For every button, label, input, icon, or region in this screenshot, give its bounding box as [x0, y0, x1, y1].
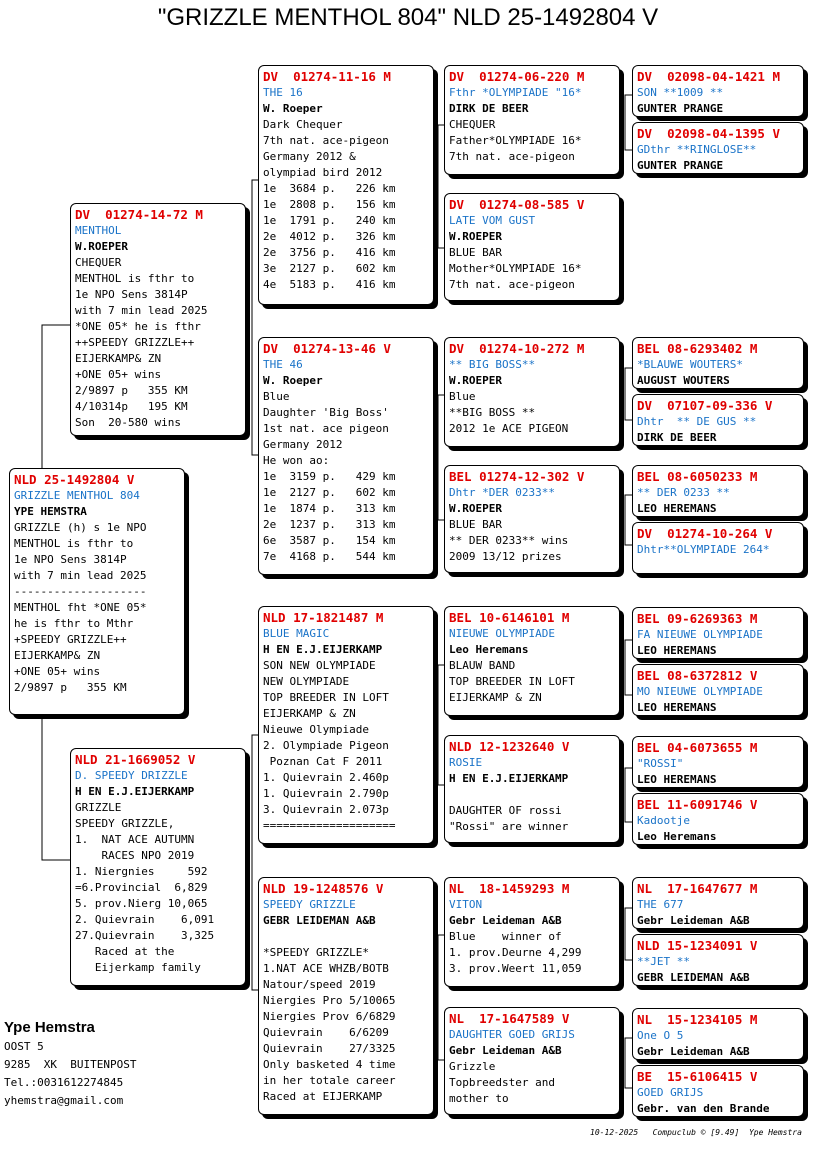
ring-number: NL 15-1234105 M [637, 1012, 758, 1027]
ring-number: DV 01274-10-272 M [449, 341, 585, 356]
page-title: "GRIZZLE MENTHOL 804" NLD 25-1492804 V [157, 4, 659, 31]
ring-number: BEL 08-6372812 V [637, 668, 758, 683]
pedigree-card-gggp-15[interactable] [632, 1008, 804, 1060]
ring-number: BEL 09-6269363 M [637, 611, 758, 626]
info-line: He won ao: [263, 454, 330, 467]
info-line: 1. prov.Deurne 4,299 [449, 946, 582, 959]
ring-number: NLD 19-1248576 V [263, 881, 384, 896]
owner-name: Gebr Leideman A&B [449, 914, 562, 927]
ring-number: NLD 25-1492804 V [14, 472, 135, 487]
pigeon-name: Dhtr ** DE GUS ** [637, 415, 757, 428]
pigeon-name: "ROSSI" [637, 757, 684, 770]
info-line: 2009 13/12 prizes [449, 550, 562, 563]
pedigree-card-gggp-11[interactable] [632, 736, 804, 788]
info-line: 2. Olympiade Pigeon [263, 739, 389, 752]
pedigree-card-gggp-2[interactable] [632, 122, 804, 174]
info-line: CHEQUER [75, 256, 122, 269]
pedigree-card-ggp-1[interactable] [444, 65, 620, 175]
info-line: 1st nat. ace pigeon [263, 422, 389, 435]
ring-number: BEL 08-6293402 M [637, 341, 758, 356]
info-line: TOP BREEDER IN LOFT [263, 691, 389, 704]
pedigree-card-gggp-14[interactable] [632, 934, 804, 986]
info-line: mother to [449, 1092, 509, 1105]
info-line: Poznan Cat F 2011 [263, 755, 383, 768]
info-line: 6e 3587 p. 154 km [263, 534, 396, 547]
info-line: Germany 2012 & [263, 150, 356, 163]
info-line: 1e 2808 p. 156 km [263, 198, 396, 211]
info-line: 7th nat. ace-pigeon [449, 150, 575, 163]
pedigree-card-ggp-7[interactable] [444, 877, 620, 987]
info-line: *SPEEDY GRIZZLE* [263, 946, 369, 959]
info-line: 1.NAT ACE WHZB/BOTB [263, 962, 389, 975]
info-line: 2. Quievrain 6,091 [75, 913, 215, 926]
pigeon-name: GOED GRIJS [637, 1086, 704, 1099]
pedigree-card-dam-sire[interactable] [258, 606, 434, 844]
pedigree-card-ggp-3[interactable] [444, 337, 620, 447]
owner-name: Gebr Leideman A&B [449, 1044, 562, 1057]
pedigree-card-sire-dam[interactable] [258, 337, 434, 575]
info-line: EIJERKAMP & ZN [263, 707, 356, 720]
info-line: 1e 3684 p. 226 km [263, 182, 396, 195]
pigeon-name: VITON [449, 898, 483, 911]
info-line: **BIG BOSS ** [449, 406, 536, 419]
pigeon-name: BLUE MAGIC [263, 627, 330, 640]
ring-number: NLD 12-1232640 V [449, 739, 570, 754]
info-line: 1. Niergnies 592 [75, 865, 208, 878]
owner-name: LEO HEREMANS [637, 502, 717, 515]
owner-name: Leo Heremans [637, 830, 717, 843]
ring-number: BEL 11-6091746 V [637, 797, 758, 812]
info-line: ** DER 0233** wins [449, 534, 569, 547]
owner-name: Gebr Leideman A&B [637, 914, 750, 927]
info-line: in her totale career [263, 1074, 396, 1087]
pigeon-name: Fthr *OLYMPIADE "16* [449, 86, 582, 99]
info-line: 4/10314p 195 KM [75, 400, 188, 413]
info-line: Blue winner of [449, 930, 562, 943]
pigeon-name: FA NIEUWE OLYMPIADE [637, 628, 763, 641]
info-line: Son 20-580 wins [75, 416, 181, 429]
ring-number: DV 07107-09-336 V [637, 398, 773, 413]
pedigree-card-gggp-12[interactable] [632, 793, 804, 845]
ring-number: DV 02098-04-1395 V [637, 126, 780, 141]
ring-number: NL 18-1459293 M [449, 881, 570, 896]
info-line: +SPEEDY GRIZZLE++ [14, 633, 127, 646]
owner-name: LEO HEREMANS [637, 644, 717, 657]
owner-name: W.ROEPER [449, 374, 502, 387]
info-line: 1e NPO Sens 3814P [75, 288, 188, 301]
info-line: Germany 2012 [263, 438, 343, 451]
owner-name: AUGUST WOUTERS [637, 374, 730, 387]
pedigree-card-gggp-10[interactable] [632, 664, 804, 716]
pedigree-card-gggp-16[interactable] [632, 1065, 804, 1117]
info-line: 2012 1e ACE PIGEON [449, 422, 569, 435]
ring-number: BEL 08-6050233 M [637, 469, 758, 484]
info-line: EIJERKAMP& ZN [75, 352, 162, 365]
info-line: Nieuwe Olympiade [263, 723, 369, 736]
info-line: BLUE BAR [449, 518, 502, 531]
info-line: 1e 1874 p. 313 km [263, 502, 396, 515]
info-line: 1e 1791 p. 240 km [263, 214, 396, 227]
owner-name: H EN E.J.EIJERKAMP [263, 643, 383, 656]
info-line: *ONE 05* he is fthr [75, 320, 201, 333]
pigeon-name: ** DER 0233 ** [637, 486, 730, 499]
owner-name: Leo Heremans [449, 643, 529, 656]
pigeon-name: SON **1009 ** [637, 86, 724, 99]
pedigree-card-sire-sire[interactable] [258, 65, 434, 305]
info-line: Dark Chequer [263, 118, 343, 131]
pigeon-name: *BLAUWE WOUTERS* [637, 358, 743, 371]
pedigree-card-ggp-5[interactable] [444, 606, 620, 716]
ring-number: DV 01274-11-16 M [263, 69, 391, 84]
info-line: 1. Quievrain 2.790p [263, 787, 389, 800]
pedigree-card-sire[interactable] [70, 203, 246, 436]
info-line: Only basketed 4 time [263, 1058, 396, 1071]
pedigree-card-ggp-6[interactable] [444, 735, 620, 843]
info-line: 7th nat. ace-pigeon [263, 134, 389, 147]
pigeon-name: MENTHOL [75, 224, 122, 237]
pigeon-name: THE 16 [263, 86, 303, 99]
info-line: 3e 2127 p. 602 km [263, 262, 396, 275]
info-line: +ONE 05+ wins [14, 665, 101, 678]
ring-number: DV 01274-14-72 M [75, 207, 203, 222]
info-line: NEW OLYMPIADE [263, 675, 350, 688]
ring-number: NL 17-1647677 M [637, 881, 758, 896]
ring-number: BEL 10-6146101 M [449, 610, 570, 625]
pedigree-card-gggp-1[interactable] [632, 65, 804, 117]
info-line: Blue [449, 390, 476, 403]
info-line: 1. Quievrain 2.460p [263, 771, 389, 784]
info-line: Grizzle [449, 1060, 496, 1073]
pigeon-name: THE 46 [263, 358, 303, 371]
owner-name: GEBR LEIDEMAN A&B [637, 971, 750, 984]
info-line: with 7 min lead 2025 [14, 569, 147, 582]
pedigree-card-gggp-8[interactable] [632, 522, 804, 574]
info-line: Quievrain 6/6209 [263, 1026, 389, 1039]
breeder-postcode-line: 9285 XK BUITENPOST [4, 1058, 137, 1071]
info-line: MENTHOL is fthr to [14, 537, 134, 550]
info-line: MENTHOL is fthr to [75, 272, 195, 285]
info-line: 2/9897 p 355 KM [14, 681, 127, 694]
pigeon-name: Kadootje [637, 814, 690, 827]
info-line [263, 929, 429, 945]
pedigree-card-gggp-6[interactable] [632, 394, 804, 446]
ring-number: NL 17-1647589 V [449, 1011, 570, 1026]
pigeon-name: D. SPEEDY DRIZZLE [75, 769, 188, 782]
owner-name: GUNTER PRANGE [637, 159, 724, 172]
pigeon-name: Dhtr**OLYMPIADE 264* [637, 543, 770, 556]
info-line: SPEEDY GRIZZLE, [75, 817, 175, 830]
info-line: DAUGHTER OF rossi [449, 804, 562, 817]
ring-number: BEL 04-6073655 M [637, 740, 758, 755]
pigeon-name: ROSIE [449, 756, 483, 769]
owner-name: DIRK DE BEER [449, 102, 529, 115]
info-line: Eijerkamp family [75, 961, 201, 974]
breeder-phone: Tel.:0031612274845 [4, 1076, 124, 1089]
ring-number: NLD 21-1669052 V [75, 752, 196, 767]
pigeon-name: MO NIEUWE OLYMPIADE [637, 685, 763, 698]
info-line: BLUE BAR [449, 246, 502, 259]
info-line: -------------------- [14, 585, 147, 598]
pigeon-name: LATE VOM GUST [449, 214, 536, 227]
info-line: Niergies Prov 6/6829 [263, 1010, 396, 1023]
info-line: "Rossi" are winner [449, 820, 569, 833]
breeder-name: Ype Hemstra [4, 1019, 95, 1036]
pedigree-card-dam-dam[interactable] [258, 877, 434, 1115]
breeder-email[interactable]: yhemstra@gmail.com [4, 1094, 124, 1107]
info-line: 5. prov.Nierg 10,065 [75, 897, 208, 910]
info-line: 3. Quievrain 2.073p [263, 803, 389, 816]
info-line: 1e 2127 p. 602 km [263, 486, 396, 499]
info-line: Blue [263, 390, 290, 403]
owner-name: LEO HEREMANS [637, 773, 717, 786]
owner-name: H EN E.J.EIJERKAMP [449, 772, 569, 785]
ring-number: BEL 01274-12-302 V [449, 469, 585, 484]
pedigree-card-dam[interactable] [70, 748, 246, 986]
info-line: =6.Provincial 6,829 [75, 881, 208, 894]
owner-name: W.ROEPER [75, 240, 128, 253]
info-line: Raced at EIJERKAMP [263, 1090, 383, 1103]
ring-number: DV 02098-04-1421 M [637, 69, 780, 84]
info-line: GRIZZLE [75, 801, 122, 814]
pedigree-card-gggp-7[interactable] [632, 465, 804, 517]
owner-name: H EN E.J.EIJERKAMP [75, 785, 195, 798]
info-line [449, 787, 615, 803]
pigeon-name: DAUGHTER GOED GRIJS [449, 1028, 575, 1041]
info-line: TOP BREEDER IN LOFT [449, 675, 575, 688]
info-line: 2e 4012 p. 326 km [263, 230, 396, 243]
pedigree-card-gggp-13[interactable] [632, 877, 804, 929]
ring-number: BE 15-6106415 V [637, 1069, 758, 1084]
footer-credit: 10-12-2025 Compuclub © [9.49] Ype Hemstra [590, 1128, 802, 1137]
pigeon-name: NIEUWE OLYMPIADE [449, 627, 555, 640]
ring-number: DV 01274-10-264 V [637, 526, 773, 541]
owner-name: Gebr. van den Brande [637, 1102, 770, 1115]
ring-number: NLD 15-1234091 V [637, 938, 758, 953]
info-line: 1e 3159 p. 429 km [263, 470, 396, 483]
pigeon-name: **JET ** [637, 955, 690, 968]
pigeon-name: ** BIG BOSS** [449, 358, 536, 371]
info-line: ++SPEEDY GRIZZLE++ [75, 336, 195, 349]
pedigree-card-ggp-4[interactable] [444, 465, 620, 573]
info-line: EIJERKAMP& ZN [14, 649, 101, 662]
info-line: Quievrain 27/3325 [263, 1042, 396, 1055]
info-line: Niergies Pro 5/10065 [263, 994, 396, 1007]
pigeon-name: SPEEDY GRIZZLE [263, 898, 356, 911]
owner-name: YPE HEMSTRA [14, 505, 87, 518]
info-line: RACES NPO 2019 [75, 849, 195, 862]
info-line: 2e 1237 p. 313 km [263, 518, 396, 531]
pedigree-card-ggp-8[interactable] [444, 1007, 620, 1115]
info-line: Mother*OLYMPIADE 16* [449, 262, 582, 275]
owner-name: W. Roeper [263, 102, 323, 115]
ring-number: DV 01274-06-220 M [449, 69, 585, 84]
info-line: he is fthr to Mthr [14, 617, 134, 630]
info-line: GRIZZLE (h) s 1e NPO [14, 521, 147, 534]
pedigree-card-subject[interactable] [9, 468, 185, 715]
breeder-address-line: OOST 5 [4, 1040, 44, 1053]
info-line: 7e 4168 p. 544 km [263, 550, 396, 563]
info-line: Natour/speed 2019 [263, 978, 376, 991]
ring-number: NLD 17-1821487 M [263, 610, 384, 625]
info-line: EIJERKAMP & ZN [449, 691, 542, 704]
info-line: 4e 5183 p. 416 km [263, 278, 396, 291]
owner-name: W. Roeper [263, 374, 323, 387]
info-line: Topbreedster and [449, 1076, 555, 1089]
owner-name: GEBR LEIDEMAN A&B [263, 914, 376, 927]
info-line: olympiad bird 2012 [263, 166, 383, 179]
info-line: 1e NPO Sens 3814P [14, 553, 127, 566]
pigeon-name: Dhtr *DER 0233** [449, 486, 555, 499]
pedigree-card-gggp-9[interactable] [632, 607, 804, 659]
info-line: 27.Quievrain 3,325 [75, 929, 215, 942]
owner-name: Gebr Leideman A&B [637, 1045, 750, 1058]
owner-name: GUNTER PRANGE [637, 102, 724, 115]
info-line: 2/9897 p 355 KM [75, 384, 188, 397]
pigeon-name: GDthr **RINGLOSE** [637, 143, 757, 156]
info-line: 2e 3756 p. 416 km [263, 246, 396, 259]
ring-number: DV 01274-08-585 V [449, 197, 585, 212]
owner-name: W.ROEPER [449, 502, 502, 515]
ring-number: DV 01274-13-46 V [263, 341, 391, 356]
info-line: 3. prov.Weert 11,059 [449, 962, 582, 975]
info-line: with 7 min lead 2025 [75, 304, 208, 317]
info-line: ==================== [263, 819, 396, 832]
info-line: +ONE 05+ wins [75, 368, 162, 381]
info-line: BLAUW BAND [449, 659, 516, 672]
pigeon-name: One O 5 [637, 1029, 684, 1042]
info-line: MENTHOL fht *ONE 05* [14, 601, 147, 614]
breeder-contact [4, 1018, 136, 1110]
pigeon-name: GRIZZLE MENTHOL 804 [14, 489, 140, 502]
info-line: Daughter 'Big Boss' [263, 406, 389, 419]
info-line: Raced at the [75, 945, 175, 958]
info-line: 1. NAT ACE AUTUMN [75, 833, 195, 846]
pigeon-name: THE 677 [637, 898, 684, 911]
owner-name: DIRK DE BEER [637, 431, 717, 444]
owner-name: LEO HEREMANS [637, 701, 717, 714]
info-line: SON NEW OLYMPIADE [263, 659, 376, 672]
pedigree-card-ggp-2[interactable] [444, 193, 620, 301]
info-line: CHEQUER [449, 118, 496, 131]
info-line: 7th nat. ace-pigeon [449, 278, 575, 291]
info-line: Father*OLYMPIADE 16* [449, 134, 582, 147]
owner-name: W.ROEPER [449, 230, 502, 243]
pedigree-card-gggp-5[interactable] [632, 337, 804, 389]
